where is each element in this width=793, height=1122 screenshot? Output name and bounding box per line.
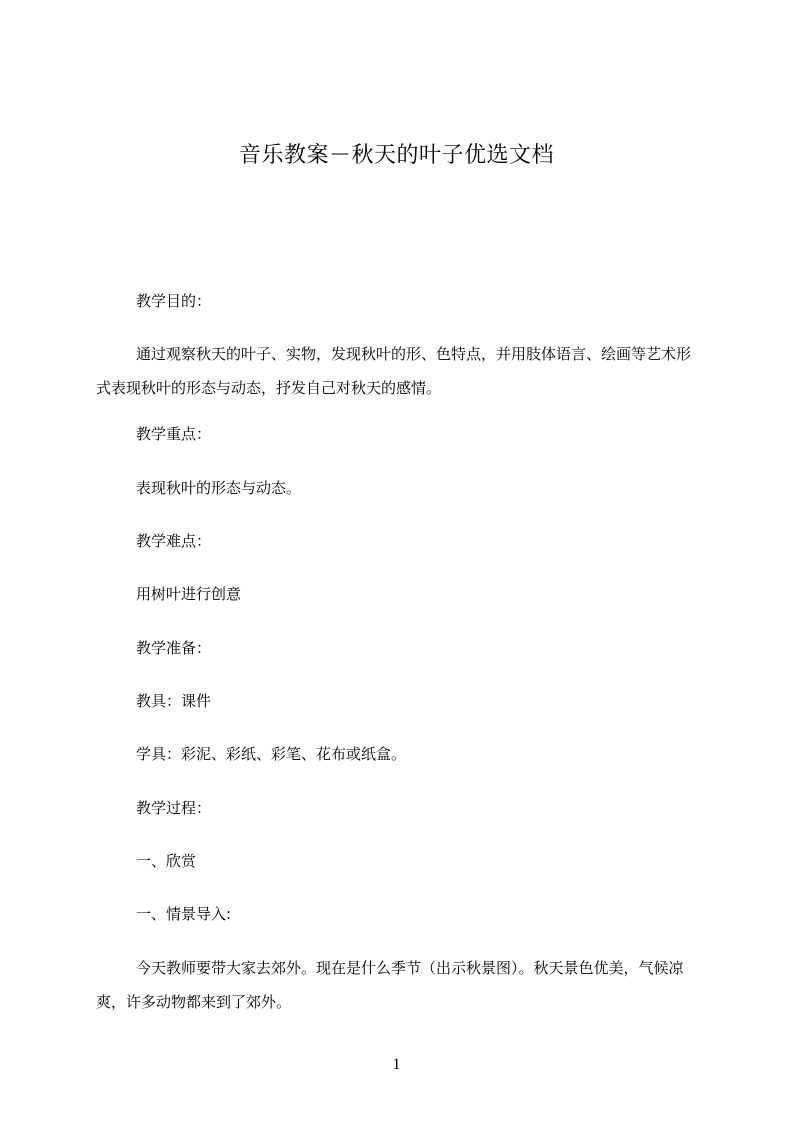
- heading-key-point: 教学重点：: [136, 425, 212, 443]
- key-point-text: 表现秋叶的形态与动态。: [136, 479, 302, 497]
- heading-process: 教学过程：: [136, 799, 212, 817]
- section-intro: 一、情景导入:: [136, 905, 232, 923]
- teacher-tools-text: 教具：课件: [136, 692, 212, 710]
- goal-paragraph: 通过观察秋天的叶子、实物，发现秋叶的形、色特点，并用肢体语言、绘画等艺术形式表现秋叶的形态与动态，抒发自己对秋天的感情。: [96, 345, 692, 397]
- page-number: 1: [392, 1056, 401, 1073]
- section-appreciate: 一、欣赏: [136, 852, 197, 870]
- difficulty-text: 用树叶进行创意: [136, 585, 242, 603]
- intro-paragraph: 今天教师要带大家去郊外。现在是什么季节（出示秋景图）。秋天景色优美，气候凉爽，许多动物都来到了郊外。: [96, 959, 684, 1011]
- heading-teaching-goal: 教学目的：: [136, 292, 212, 310]
- heading-preparation: 教学准备：: [136, 639, 212, 657]
- document-title: 音乐教案－秋天的叶子优选文档: [238, 143, 554, 168]
- student-tools-text: 学具：彩泥、彩纸、彩笔、花布或纸盒。: [136, 745, 407, 763]
- heading-difficulty: 教学难点：: [136, 532, 212, 550]
